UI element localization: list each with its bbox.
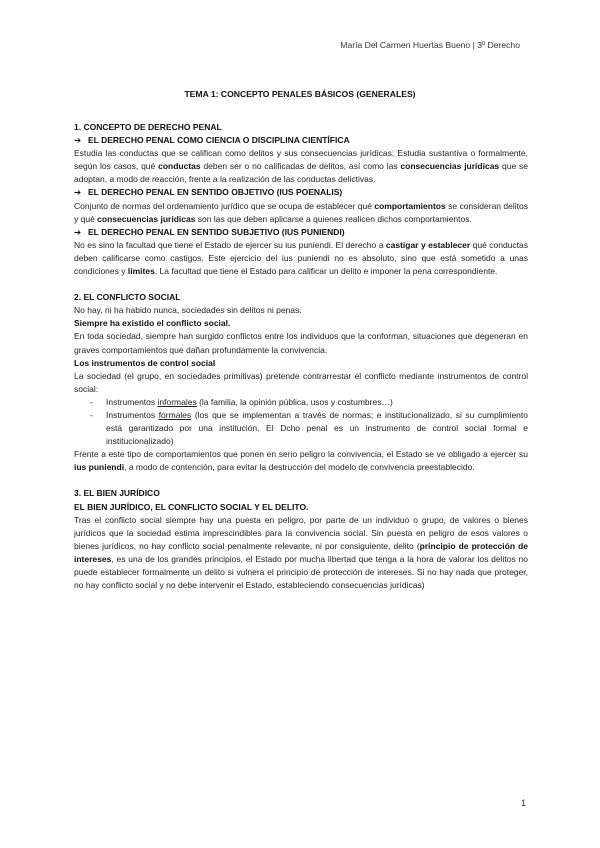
paragraph-no-hay: No hay, ni ha habido nunca, sociedades sin delitos ni penas. — [74, 305, 302, 316]
subheading-instrumentos: Los instrumentos de control social — [74, 357, 216, 368]
section-1-heading: 1. CONCEPTO DE DERECHO PENAL — [74, 122, 222, 132]
paragraph-frente: Frente a este tipo de comportamientos que ponen en serio peligro la convivencia, el Estado se ve obligado a ejercer su ius puniendi, a modo de contención, para evitar la destrucción del modelo de convivencia preestablecido. — [74, 449, 528, 473]
document-body — [74, 121, 528, 592]
paragraph-ciencia: Estudia las conductas que se califican como delitos y sus consecuencias jurídicas; Estudia sustantiva o formalmente, según los casos, qué conductas deben ser o no calificadas de delitos, así como las consecuencias jurídicas que se adoptan, a modo de reacción, frente a la realización de las conductas delictivas. — [74, 148, 528, 185]
paragraph-conflictos: En toda sociedad, siempre han surgido conflictos entre los individuos que la conforman, situaciones que degeneran en graves comportamientos que dañan profundamente la convivencia. — [74, 331, 528, 355]
instruments-list — [74, 396, 528, 448]
paragraph-sociedad: La sociedad (el grupo, en sociedades primitivas) pretende contrarrestar el conflicto mediante instrumentos de control social: — [74, 370, 528, 394]
arrow-right-icon: ➔ — [74, 187, 82, 198]
page-header: María Del Carmen Huertas Bueno | 3º Derecho — [340, 40, 520, 50]
subheading-objetivo: ➔ EL DERECHO PENAL EN SENTIDO OBJETIVO (IUS POENALIS) — [74, 186, 528, 199]
paragraph-objetivo: Conjunto de normas del ordenamiento jurídico que se ocupa de establecer qué comportamientos se consideran delitos y qué consecuencias jurídicas son las que deben aplicarse a quienes realicen dichos comportamientos. — [74, 200, 528, 224]
subheading-subjetivo: ➔ EL DERECHO PENAL EN SENTIDO SUBJETIVO (IUS PUNIENDI) — [74, 226, 528, 239]
paragraph-tras: Tras el conflicto social siempre hay una puesta en peligro, por parte de un individuo o grupo, de valores o bienes jurídicos que la sociedad estima imprescindibles para la convivencia social. Sin puesta en peligro de esos valores o bienes jurídicos, no hay conflicto social penalmente relevante, ni por consiguiente, delito (principio de protección de intereses, es una de los grandes principios, el Estado por mucha libertad que tenga a la hora de valorar los delitos no puede establecer formalmente un delito si vulnera el principio de protección de intereses. Si no hay nada que proteger, no hay conflicto social y no debe intervenir el Estado, estableciendo consecuencias jurídicas) — [74, 514, 528, 591]
section-2-heading: 2. EL CONFLICTO SOCIAL — [74, 292, 181, 303]
page-number: 1 — [520, 798, 526, 808]
section-3-heading: 3. EL BIEN JURÍDICO — [74, 488, 160, 499]
list-item: - Instrumentos informales (la familia, la opinión pública, usos y costumbres…) — [90, 396, 393, 407]
arrow-right-icon: ➔ — [74, 226, 82, 237]
subheading-bien-juridico: EL BIEN JURÍDICO, EL CONFLICTO SOCIAL Y EL DELITO. — [74, 501, 309, 512]
document-title: TEMA 1: CONCEPTO PENALES BÁSICOS (GENERALES) — [184, 89, 416, 99]
bold-statement: Siempre ha existido el conflicto social. — [74, 318, 231, 329]
paragraph-subjetivo: No es sino la facultad que tiene el Estado de ejercer su ius puniendi. El derecho a castigar y establecer qué conductas deben calificarse como castigos. Este ejercicio del ius puniendi no es absoluto, sino que está sometido a unas condiciones y límites. La facultad que tiene el Estado para calificar un delito e imponer la pena correspondiente. — [74, 239, 528, 277]
subheading-ciencia: ➔ EL DERECHO PENAL COMO CIENCIA O DISCIPLINA CIENTÍFICA — [74, 134, 528, 147]
arrow-right-icon: ➔ — [74, 135, 82, 146]
list-item: - Instrumentos formales (los que se implementan a través de normas; e institucionalizado, si su cumplimiento está garantizado por una institución. El Dcho penal es un instrumento de control social formal e institucionalizado) — [90, 409, 528, 447]
